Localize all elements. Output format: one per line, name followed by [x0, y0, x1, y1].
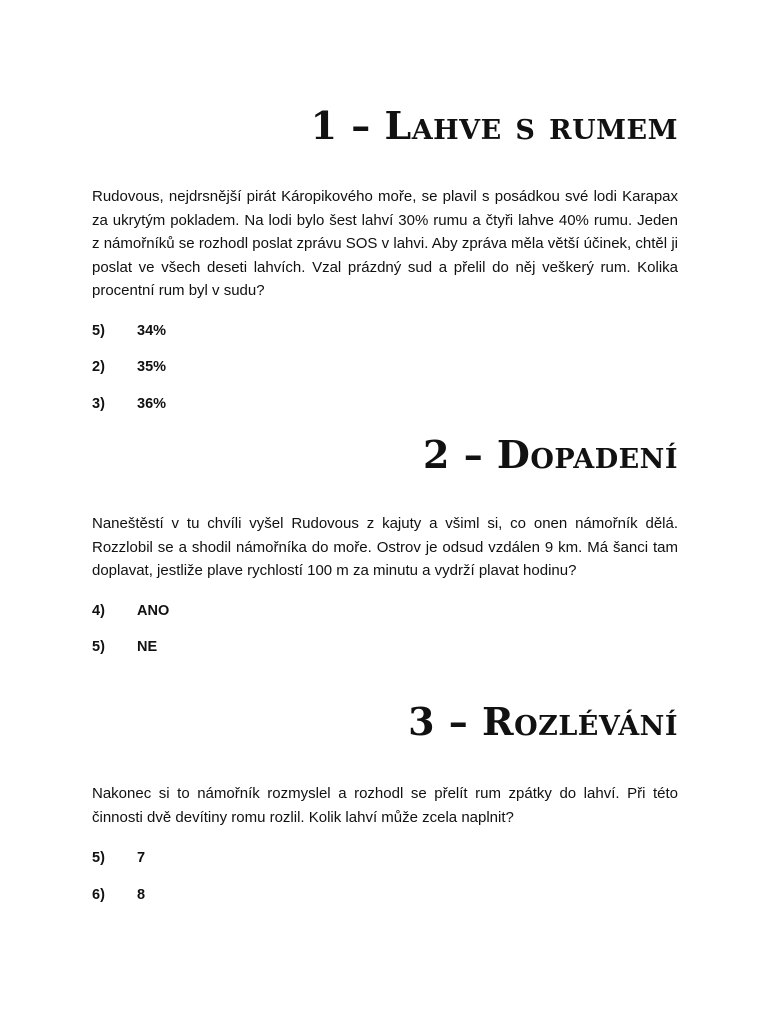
option-item [92, 600, 678, 637]
section-1-heading: 1 – Lahve s rumem [310, 103, 678, 148]
option-number: 5) [92, 639, 105, 655]
section-3-heading: 3 – Rozlévání [408, 699, 678, 744]
option-text: 7 [137, 850, 146, 866]
option-number: 4) [92, 602, 105, 619]
option-item [92, 847, 678, 884]
option-number: 5) [92, 850, 105, 866]
option-number: 5) [92, 322, 105, 339]
option-item [92, 356, 678, 393]
option-number: 6) [92, 886, 105, 903]
section-1 [92, 104, 678, 429]
section-1-paragraph: Rudovous, nejdrsnější pirát Káropikového moře, se plavil s posádkou své lodi Karapax za ukrytým pokladem. Na lodi bylo šest lahví 30% rumu a čtyři lahve 40% rumu. Jeden z námořníků se rozhodl poslat zprávu SOS v lahvi. Aby zpráva měla větší účinek, chtěl ji poslat ve všech deseti lahvích. Vzal prázdný sud a přelil do něj veškerý rum. Kolika procentní rum byl v sudu? [92, 188, 678, 299]
option-text: 36% [137, 395, 167, 412]
option-text: 8 [137, 886, 146, 903]
option-item [92, 636, 678, 673]
option-item [92, 884, 678, 921]
option-text: 35% [137, 359, 167, 375]
section-2-options [92, 600, 678, 673]
option-number: 2) [92, 359, 105, 375]
section-3 [92, 700, 678, 920]
section-2 [92, 433, 678, 673]
option-text: NE [137, 639, 158, 655]
option-text: 34% [137, 322, 167, 339]
section-2-paragraph: Naneštěstí v tu chvíli vyšel Rudovous z kajuty a všiml si, co onen námořník dělá. Rozzlobil se a shodil námořníka do moře. Ostrov je odsud vzdálen 9 km. Má šanci tam doplavat, jestliže plave rychlostí 100 m za minutu a vydrží plavat hodinu? [92, 515, 678, 579]
section-1-options [92, 320, 678, 430]
section-2-heading: 2 – Dopadení [423, 432, 678, 477]
option-text: ANO [137, 602, 170, 619]
section-3-options [92, 847, 678, 920]
option-item [92, 320, 678, 357]
option-item [92, 393, 678, 430]
option-number: 3) [92, 395, 105, 412]
section-3-paragraph: Nakonec si to námořník rozmyslel a rozhodl se přelít rum zpátky do lahví. Při této činnosti dvě devítiny romu rozlil. Kolik lahví může zcela naplnit? [92, 785, 678, 826]
